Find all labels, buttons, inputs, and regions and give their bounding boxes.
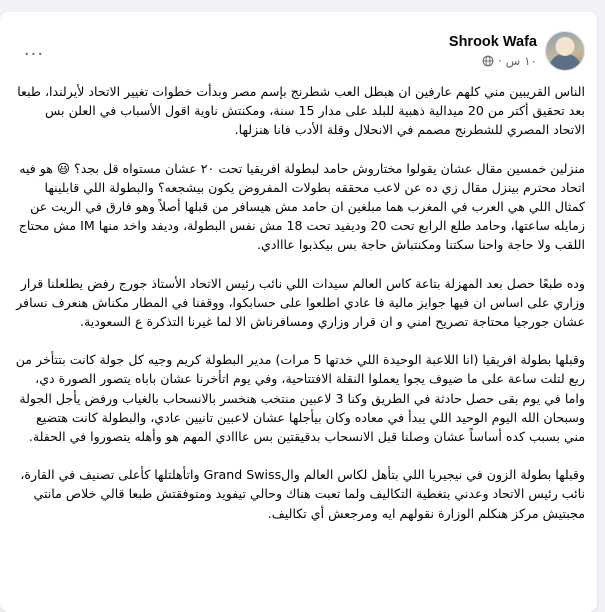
post-paragraph: وقبلها بطولة الزون في نيجيريا اللي بتأهل لكاس العالم والGrand Swiss واتأهلتلها كأعلى تصنيف في القارة، نائب رئيس الاتحاد وعدني بتغطية التكاليف ولما تعبت هناك وحالي تيفويد ومتوفقتش طبعا قالي خلاص مانتي مجبتيش مركز هنكلم الوزارة نقولهم ايه ومرجعش أي تكاليف. [20,467,585,521]
post-meta [482,54,537,68]
post-time[interactable]: ١٠ س [505,54,537,68]
post-paragraph: الناس القريبين مني كلهم عارفين ان هبطل العب شطرنج بإسم مصر وبدأت خطوات تغيير الاتحاد لأيرلندا، طبعا بعد تحقيق أكتر من 20 ميدالية ذهبية للبلد على مدار 15 سنة، ومكنتش ناوية اقول الأسباب في العلن بس الاتحاد المصري للشطرنج مصمم في الانحلال وقلة الأدب فانا هنزلها. [17,84,585,138]
post-header [0,12,597,68]
meta-separator: · [497,54,502,68]
post-body [12,82,585,542]
post-card [0,12,597,612]
author-avatar[interactable] [545,31,585,71]
post-options-button[interactable]: ··· [23,43,45,65]
post-paragraph: وقبلها بطولة افريقيا (انا اللاعبة الوحيدة اللي خدتها 5 مرات) مدير البطولة كريم وجيه كل جولة كانت بتتأخر من ربع لتلت ساعة على ما ضيوف يجوا يعملوا النقلة الافتتاحية، وفي يوم اتأخرنا عشان باباه يتصور الصورة دي، واما في يوم بقى حصل حادثة في الطريق وكنا 3 لاعبين منتخب هنخسر بالانسحاب بالغياب ورفض يأجل الجولة وسبحان الله اليوم الوحيد اللي يبدأ في معاده وكان بيأجلها عشان لاعبين تانيين عادي، والبطولة كانت هتضيع مني بسبب كده أساساً عشان وصلنا قبل الانسحاب بدقيقتين بس عااادي المهم هو وأهله يتصوروا في الحفلة. [15,352,585,445]
post-paragraph: وده طبعًا حصل بعد المهزلة بتاعة كاس العالم سيدات اللي نائب رئيس الاتحاد الأستاذ جورج رفض يطلعلنا قرار وزاري على اساس ان فيها جوايز مالية فا عادي اطلعوا على حسابكوا، ووقفنا في المطار مكناش هنعرف نسافر عشان جورجيا محتاجة تصريح امني و ان قرار وزاري ومسافرناش الا لما غيرنا التذكرة ع السعودية. [16,275,585,330]
globe-icon[interactable] [482,55,494,67]
post-paragraph: منزلين خمسين مقال عشان يقولوا مختاروش حامد لبطولة افريقيا تحت ٢٠ عشان مستواه قل بجد؟ 😃 هو فيه اتحاد محترم بينزل مقال زي ده عن لاعب محققه بطولات المفروض يكون بيشجعه؟ والبطولة اللي قابلينها كمثال اللي هي العرب في المغرب هما مبلغين ان حامد مش هيسافر من قبلها أصلاً وهو فارق في الريت عن زمايله ساعتها، وحامد طلع الرابع تحت 20 وديفيد تحت 18 مش نفس البطولة، وديفد واخد منها IM مش محتاج اللقب ولا حاجة واحنا سكتنا ومكنتباش حاجة بس بيكذبوا عااادي. [18,160,585,253]
author-name[interactable]: Shrook Wafa [448,34,537,50]
